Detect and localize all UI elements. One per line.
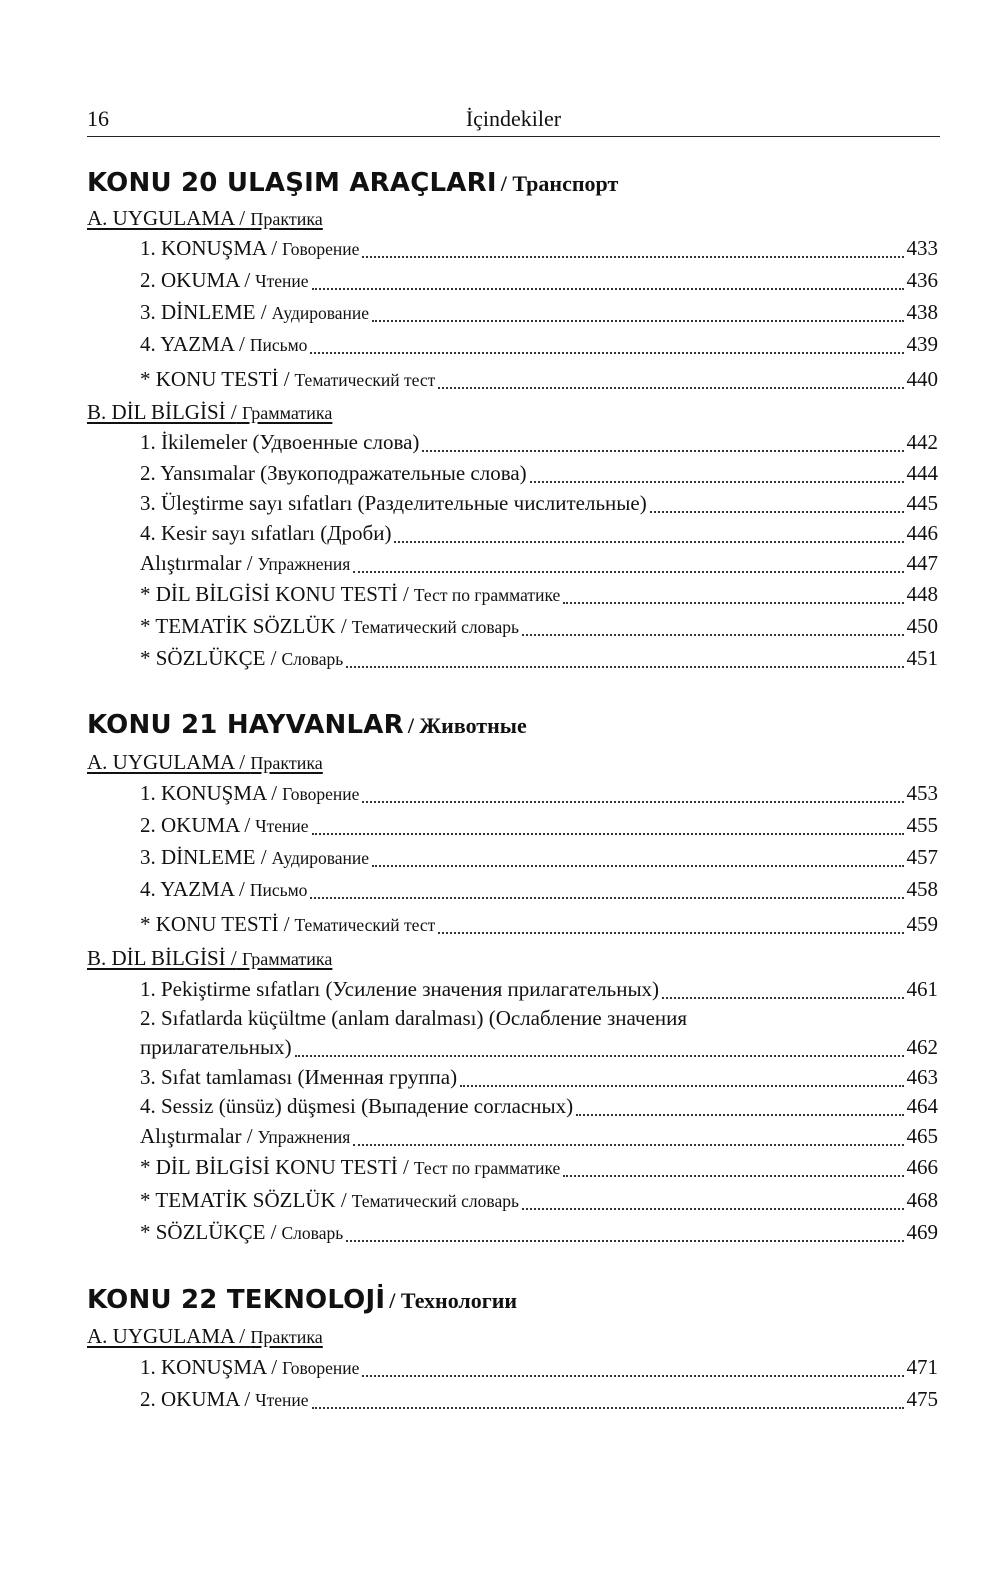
toc-entry: [140, 491, 938, 519]
toc-entry: [140, 1220, 938, 1248]
entry-translation: Письмо: [249, 335, 308, 355]
topic-title: KONU 21 HAYVANLAR: [87, 710, 404, 740]
entry-translation: Аудирование: [271, 303, 370, 323]
toc-entry: [140, 582, 938, 610]
dot-leader: [576, 1112, 903, 1116]
entry-page-number: 450: [906, 614, 938, 638]
section-title-translation: Практика: [250, 753, 323, 773]
entry-page-number: 444: [906, 461, 938, 485]
entry-title: 4. Sessiz (ünsüz) düşmesi (Выпадение согласных): [140, 1094, 574, 1118]
section-title: A. UYGULAMA /: [87, 750, 246, 774]
entry-title: 4. YAZMA /: [140, 877, 245, 901]
entry-translation: Упражнения: [257, 1127, 351, 1147]
dot-leader: [394, 539, 903, 543]
entry-title: 2. OKUMA /: [140, 268, 251, 292]
section-heading: [87, 400, 332, 425]
entry-title: Alıştırmalar /: [140, 551, 253, 575]
toc-entry: [140, 551, 938, 579]
entry-title: 4. Kesir sayı sıfatları (Дроби): [140, 521, 392, 545]
toc-entry: [140, 977, 938, 1005]
entry-page-number: 458: [906, 877, 938, 901]
topic-title-translation: / Животные: [407, 713, 527, 738]
section-heading: [87, 1324, 323, 1349]
entry-title: 1. KONUŞMA /: [140, 781, 278, 805]
entry-page-number: 466: [906, 1155, 938, 1179]
entry-page-number: 455: [906, 813, 938, 837]
entry-translation: Словарь: [281, 649, 344, 669]
dot-leader: [372, 863, 903, 867]
running-title: İçindekiler: [465, 106, 562, 131]
entry-title: * KONU TESTİ /: [140, 367, 290, 391]
entry-page-number: 445: [906, 491, 938, 515]
entry-page-number: 475: [906, 1387, 938, 1411]
toc-entry: [140, 1065, 938, 1093]
entry-page-number: 453: [906, 781, 938, 805]
entry-translation: Говорение: [282, 1358, 360, 1378]
entry-title: 1. KONUŞMA /: [140, 1355, 278, 1379]
entry-translation: Словарь: [281, 1223, 344, 1243]
dot-leader: [362, 799, 903, 803]
section-heading: [87, 206, 323, 231]
toc-entry: [140, 1094, 938, 1122]
entry-page-number: 465: [906, 1124, 938, 1148]
entry-title: 1. KONUŞMA /: [140, 236, 278, 260]
dot-leader: [650, 509, 904, 513]
toc-entry: [140, 1155, 938, 1183]
toc-entry: [140, 430, 938, 458]
toc-entry: [140, 367, 938, 395]
entry-translation: Тематический тест: [294, 370, 436, 390]
entry-title: 1. İkilemeler (Удвоенные слова): [140, 430, 420, 454]
entry-translation: Тематический словарь: [351, 617, 519, 637]
dot-leader: [522, 1206, 904, 1210]
dot-leader: [346, 1238, 903, 1242]
entry-translation: Тематический тест: [294, 915, 436, 935]
dot-leader: [312, 831, 904, 835]
entry-translation: Письмо: [249, 880, 308, 900]
dot-leader: [422, 448, 903, 452]
dot-leader: [310, 895, 903, 899]
dot-leader: [662, 995, 903, 999]
entry-page-number: 438: [906, 300, 938, 324]
dot-leader: [353, 1142, 903, 1146]
entry-title: Alıştırmalar /: [140, 1124, 253, 1148]
toc-entry: [140, 1188, 938, 1216]
toc-entry: [140, 877, 938, 905]
entry-page-number: 468: [906, 1188, 938, 1212]
dot-leader: [522, 632, 904, 636]
section-title-translation: Практика: [250, 209, 323, 229]
dot-leader: [312, 286, 904, 290]
dot-leader: [312, 1405, 904, 1409]
entry-page-number: 433: [906, 236, 938, 260]
entry-page-number: 440: [906, 367, 938, 391]
topic-title: KONU 20 ULAŞIM ARAÇLARI: [87, 168, 497, 198]
entry-translation: Упражнения: [257, 554, 351, 574]
section-heading: [87, 750, 323, 775]
entry-title: 2. OKUMA /: [140, 1387, 251, 1411]
entry-title: * DİL BİLGİSİ KONU TESTİ /: [140, 1155, 409, 1179]
entry-title: 2. OKUMA /: [140, 813, 251, 837]
entry-page-number: 439: [906, 332, 938, 356]
toc-entry: [140, 300, 938, 328]
page-header: [87, 102, 940, 137]
dot-leader: [353, 569, 903, 573]
topic-heading: [87, 710, 527, 746]
entry-page-number: 469: [906, 1220, 938, 1244]
entry-title: * KONU TESTİ /: [140, 912, 290, 936]
section-title-translation: Грамматика: [241, 403, 333, 423]
entry-title: * TEMATİK SÖZLÜK /: [140, 1188, 347, 1212]
topic-title-translation: / Технологии: [389, 1288, 518, 1313]
toc-entry: [140, 332, 938, 360]
entry-page-number: 436: [906, 268, 938, 292]
dot-leader: [438, 385, 903, 389]
section-title: A. UYGULAMA /: [87, 206, 246, 230]
entry-title: 3. Üleştirme sayı sıfatları (Разделительные числительные): [140, 491, 647, 515]
dot-leader: [530, 479, 904, 483]
dot-leader: [295, 1053, 904, 1057]
toc-entry: [140, 1035, 938, 1063]
entry-title: 4. YAZMA /: [140, 332, 245, 356]
entry-title: 3. DİNLEME /: [140, 845, 267, 869]
entry-page-number: 457: [906, 845, 938, 869]
dot-leader: [372, 318, 903, 322]
entry-page-number: 461: [906, 977, 938, 1001]
dot-leader: [346, 664, 903, 668]
dot-leader: [460, 1083, 903, 1087]
dot-leader: [563, 600, 903, 604]
dot-leader: [362, 1373, 903, 1377]
entry-translation: Аудирование: [271, 848, 370, 868]
topic-heading: [87, 168, 618, 204]
dot-leader: [310, 350, 903, 354]
entry-page-number: 448: [906, 582, 938, 606]
toc-entry: [140, 461, 938, 489]
entry-translation: Тест по грамматике: [413, 585, 561, 605]
entry-page-number: 447: [906, 551, 938, 575]
entry-title: 1. Pekiştirme sıfatları (Усиление значения прилагательных): [140, 977, 660, 1001]
entry-title: * DİL BİLGİSİ KONU TESTİ /: [140, 582, 409, 606]
entry-translation: Чтение: [255, 1390, 309, 1410]
toc-entry: [140, 521, 938, 549]
entry-title: 3. Sıfat tamlaması (Именная группа): [140, 1065, 458, 1089]
entry-page-number: 446: [906, 521, 938, 545]
page-number: 16: [87, 106, 109, 131]
toc-entry: [140, 1387, 938, 1415]
dot-leader: [438, 930, 903, 934]
toc-entry: [140, 1124, 938, 1152]
entry-page-number: 459: [906, 912, 938, 936]
entry-page-number: 464: [906, 1094, 938, 1118]
dot-leader: [362, 254, 903, 258]
entry-title: * SÖZLÜKÇE /: [140, 646, 277, 670]
entry-page-number: 442: [906, 430, 938, 454]
entry-page-number: 462: [906, 1035, 938, 1059]
section-title: B. DİL BİLGİSİ /: [87, 946, 237, 970]
toc-entry: [140, 614, 938, 642]
toc-entry-first-line: 2. Sıfatlarda küçültme (anlam daralması) (Ослабление значения: [140, 1006, 688, 1030]
toc-entry: [140, 646, 938, 674]
entry-title: прилагательных): [140, 1035, 292, 1059]
section-title: A. UYGULAMA /: [87, 1324, 246, 1348]
entry-translation: Говорение: [282, 784, 360, 804]
toc-entry: [140, 845, 938, 873]
section-title-translation: Практика: [250, 1327, 323, 1347]
toc-entry: [140, 268, 938, 296]
toc-entry: [140, 236, 938, 264]
entry-translation: Чтение: [255, 271, 309, 291]
toc-entry: [140, 813, 938, 841]
entry-page-number: 451: [906, 646, 938, 670]
entry-title: * TEMATİK SÖZLÜK /: [140, 614, 347, 638]
topic-title-translation: / Транспорт: [500, 171, 619, 196]
toc-entry: [140, 912, 938, 940]
entry-translation: Говорение: [282, 239, 360, 259]
section-title: B. DİL BİLGİSİ /: [87, 400, 237, 424]
entry-page-number: 463: [906, 1065, 938, 1089]
toc-entry: [140, 781, 938, 809]
entry-title: 3. DİNLEME /: [140, 300, 267, 324]
entry-title: * SÖZLÜKÇE /: [140, 1220, 277, 1244]
dot-leader: [563, 1173, 903, 1177]
entry-page-number: 471: [906, 1355, 938, 1379]
toc-entry: [140, 1355, 938, 1383]
entry-title: 2. Yansımalar (Звукоподражательные слова): [140, 461, 527, 485]
topic-title: KONU 22 TEKNOLOJİ: [87, 1285, 386, 1315]
section-title-translation: Грамматика: [241, 949, 333, 969]
topic-heading: [87, 1285, 517, 1321]
entry-translation: Тематический словарь: [351, 1191, 519, 1211]
section-heading: [87, 946, 332, 971]
entry-translation: Тест по грамматике: [413, 1158, 561, 1178]
entry-translation: Чтение: [255, 816, 309, 836]
